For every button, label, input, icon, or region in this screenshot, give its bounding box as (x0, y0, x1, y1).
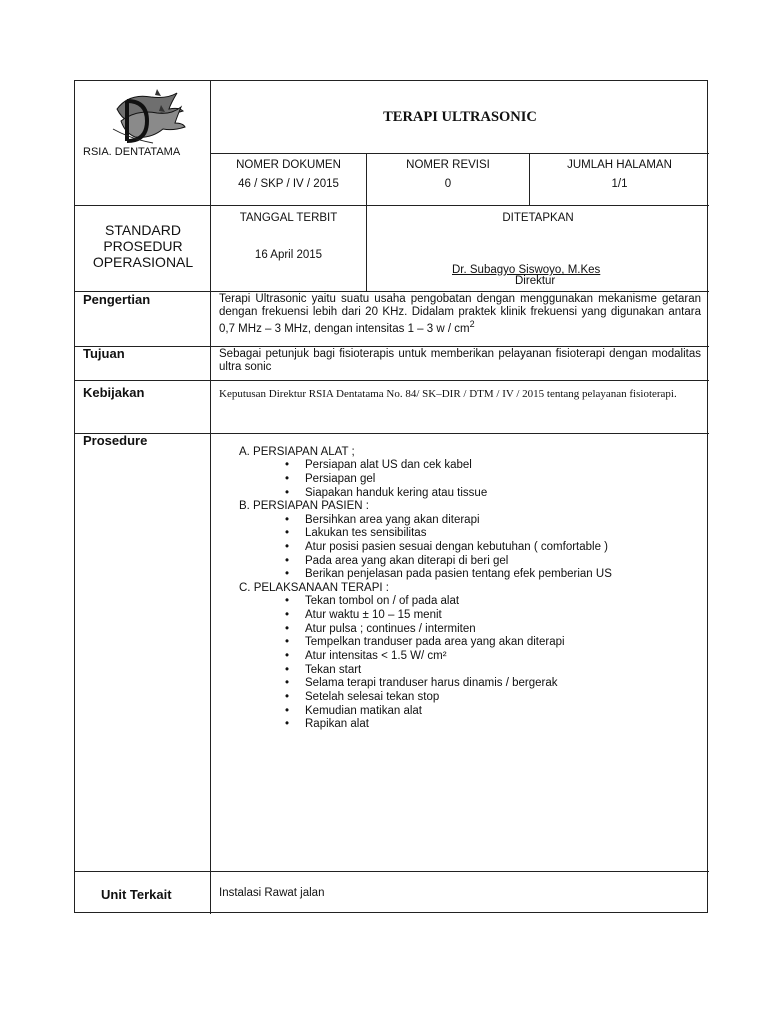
pages-label: JUMLAH HALAMAN (567, 159, 672, 171)
approver-role: Direktur (515, 275, 556, 287)
revision-number: 0 (444, 178, 452, 190)
list-item: • Tekan tombol on / of pada alat (305, 595, 459, 609)
list-item: • Rapikan alat (305, 718, 369, 732)
divider (75, 871, 709, 872)
list-item: • Siapakan handuk kering atau tissue (305, 487, 487, 501)
divider (211, 153, 709, 154)
list-item: • Selama terapi tranduser harus dinamis / bergerak (305, 677, 558, 691)
kebijakan-text: Keputusan Direktur RSIA Dentatama No. 84/ SK–DIR / DTM / IV / 2015 tentang pelayanan fisioterapi. (219, 388, 677, 400)
doc-number-label: NOMER DOKUMEN (236, 159, 341, 171)
hospital-logo-icon (111, 89, 187, 145)
list-item: • Lakukan tes sensibilitas (305, 527, 426, 541)
tujuan-text: Sebagai petunjuk bagi fisioterapis untuk memberikan pelayanan fisioterapi dengan modalitas ultra sonic (219, 348, 701, 373)
list-item: • Persiapan alat US dan cek kabel (305, 459, 472, 473)
issued-label: TANGGAL TERBIT (239, 212, 338, 224)
unit-label: Unit Terkait (101, 887, 172, 902)
list-item: • Berikan penjelasan pada pasien tentang efek pemberian US (305, 568, 612, 582)
list-item: • Atur posisi pasien sesuai dengan kebutuhan ( comfortable ) (305, 541, 608, 555)
divider (75, 291, 709, 292)
pengertian-label: Pengertian (83, 292, 151, 307)
list-item: • Setelah selesai tekan stop (305, 691, 439, 705)
approved-label: DITETAPKAN (502, 212, 574, 224)
revision-label: NOMER REVISI (406, 159, 490, 171)
list-item: • Kemudian matikan alat (305, 705, 422, 719)
approver-name: Dr. Subagyo Siswoyo, M.Kes (452, 264, 601, 276)
list-item: • Atur intensitas < 1.5 W/ cm² (305, 650, 447, 664)
section-heading: C. PELAKSANAAN TERAPI : (239, 582, 389, 594)
divider (75, 433, 709, 434)
tujuan-label: Tujuan (83, 346, 125, 361)
superscript: 2 (469, 319, 475, 329)
pages-count: 1/1 (611, 178, 628, 190)
list-item: • Pada area yang akan diterapi di beri gel (305, 555, 508, 569)
prosedure-label: Prosedure (83, 433, 148, 448)
kebijakan-label: Kebijakan (83, 385, 145, 400)
list-item: • Persiapan gel (305, 473, 375, 487)
list-item: • Tekan start (305, 664, 361, 678)
issued-date: 16 April 2015 (254, 249, 323, 261)
list-item: • Bersihkan area yang akan diterapi (305, 514, 480, 528)
sop-title: STANDARD PROSEDUR OPERASIONAL (92, 222, 194, 270)
sop-document (74, 80, 708, 913)
divider (75, 346, 709, 347)
institution-name: RSIA. DENTATAMA (83, 146, 181, 158)
doc-number: 46 / SKP / IV / 2015 (238, 178, 339, 190)
list-item: • Tempelkan tranduser pada area yang akan diterapi (305, 636, 565, 650)
document-title: TERAPI ULTRASONIC (383, 109, 537, 125)
pengertian-text: Terapi Ultrasonic yaitu suatu usaha pengobatan dengan menggunakan mekanisme getaran dengan frekuensi lebih dari 20 KHz. Didalam praktek klinik frekuensi yang digunakan antara 0,7 MHz – 3 MHz, dengan intensitas 1 – 3 w / $cm^2$ (219, 293, 701, 335)
section-heading: B. PERSIAPAN PASIEN : (239, 500, 369, 512)
list-item: • Atur pulsa ; continues / intermiten (305, 623, 476, 637)
divider (75, 205, 709, 206)
unit-text: Instalasi Rawat jalan (219, 887, 325, 899)
list-item: • Atur waktu ± 10 – 15 menit (305, 609, 442, 623)
divider (75, 380, 709, 381)
section-heading: A. PERSIAPAN ALAT ; (239, 446, 355, 458)
